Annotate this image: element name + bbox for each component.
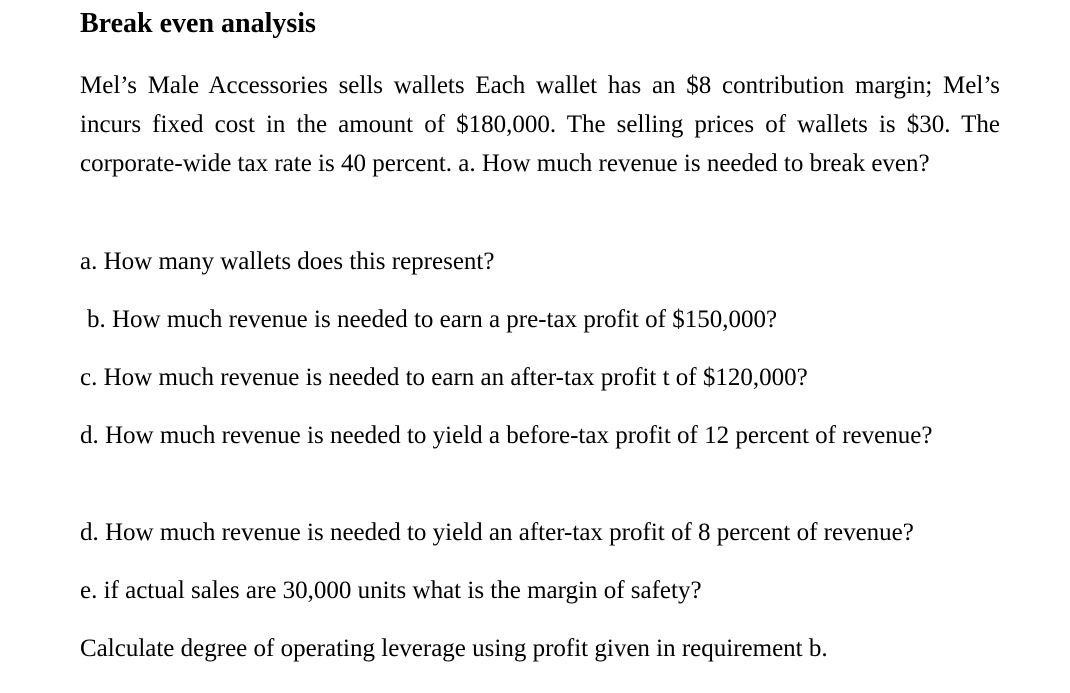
intro-paragraph: Mel’s Male Accessories sells wallets Each wallet has an $8 contribution margin; Mel’s incurs fixed cost in the amount of $180,000. The selling prices of wallets is $30. The corporate-wide tax rate is 40 percent. a. How much revenue is needed to break even? xyxy=(80,72,1000,177)
question-d-after-tax: d. How much revenue is needed to yield an after-tax profit of 8 percent of revenue? xyxy=(80,519,914,546)
question-b: b. How much revenue is needed to earn a pre-tax profit of $150,000? xyxy=(87,306,778,333)
document-title: Break even analysis xyxy=(80,8,316,39)
question-c: c. How much revenue is needed to earn an after-tax profit t of $120,000? xyxy=(80,364,808,391)
question-a: a. How many wallets does this represent? xyxy=(80,248,495,275)
question-d-before-tax: d. How much revenue is needed to yield a before-tax profit of 12 percent of revenue? xyxy=(80,422,933,449)
question-e: e. if actual sales are 30,000 units what is the margin of safety? xyxy=(80,577,702,604)
question-operating-leverage: Calculate degree of operating leverage using profit given in requirement b. xyxy=(80,635,828,662)
